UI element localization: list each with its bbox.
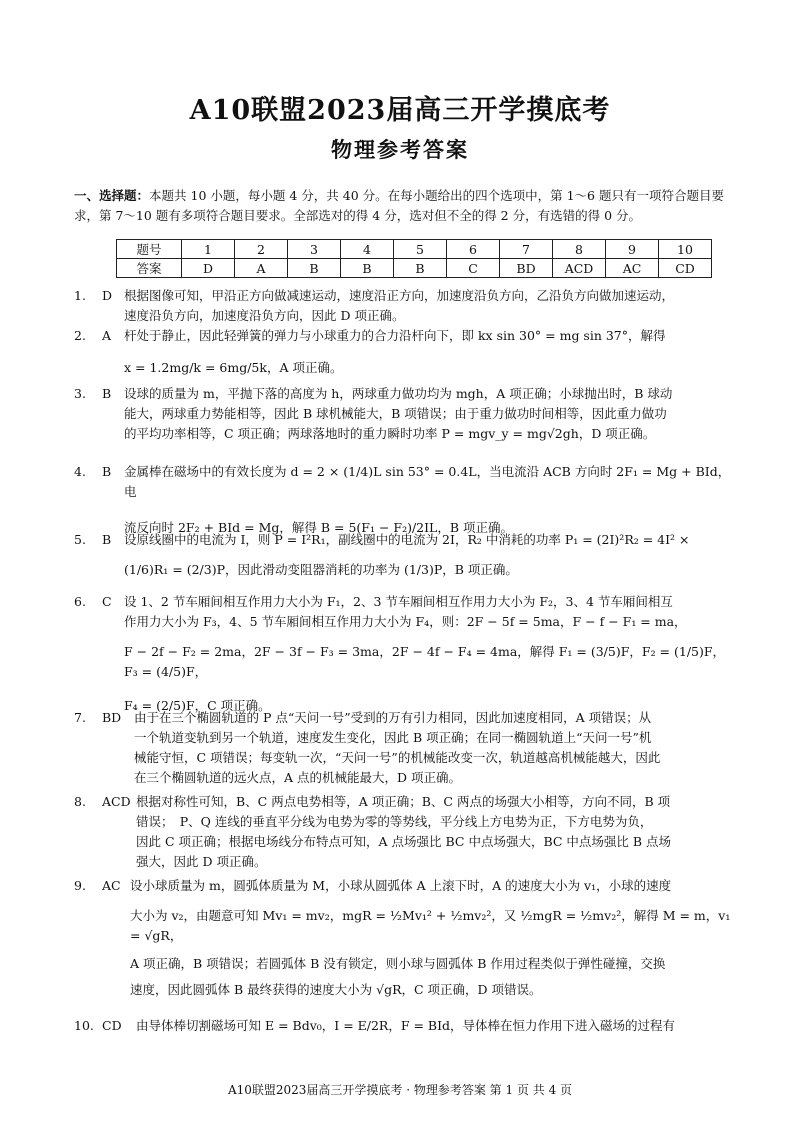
question-number: 4. — [74, 464, 86, 479]
question-1 — [74, 286, 734, 323]
question-number: 1. — [74, 288, 86, 303]
explanation-line: 作用力大小为 F₃，4、5 节车厢间相互作用力大小为 F₄，则：2F − 5f = 5ma，F − f − F₁ = ma， — [124, 614, 687, 629]
explanation-line: 由导体棒切割磁场可知 E = Bdv₀，I = E/2R，F = BId，导体棒在恒力作用下进入磁场的过程有 — [136, 1018, 676, 1033]
table-header-cell: 题号 — [117, 240, 182, 259]
question-answer: D — [102, 288, 113, 303]
table-cell: D — [182, 259, 235, 278]
explanation-line: 设球的质量为 m，平抛下落的高度为 h，两球重力做功均为 mgh，A 项正确；小球抛出时，B 球动 — [124, 386, 673, 401]
explanation-line: 强大，因此 D 项正确。 — [136, 854, 267, 869]
explanation-line: 流反向时 2F₂ + BId = Mg，解得 B = 5(F₁ − F₂)/2IL，B 项正确。 — [124, 520, 514, 535]
page-footer: A10联盟2023届高三开学摸底考 · 物理参考答案 第 1 页 共 4 页 — [227, 1083, 573, 1097]
table-cell: 5 — [394, 240, 447, 259]
table-row-numbers — [117, 240, 712, 259]
table-cell: 7 — [500, 240, 553, 259]
table-cell: B — [394, 259, 447, 278]
explanation-line: 因此 C 项正确；根据电场线分布特点可知，A 点场强比 BC 中点场强大，BC 中点场强比 B 点场 — [136, 834, 672, 849]
question-number: 10. — [74, 1018, 94, 1033]
question-6 — [74, 592, 734, 713]
table-cell: B — [288, 259, 341, 278]
question-5 — [74, 530, 734, 577]
question-8 — [74, 792, 734, 869]
table-cell: 6 — [447, 240, 500, 259]
explanation-line: F₄ = (2/5)F，C 项正确。 — [124, 698, 271, 713]
question-number: 8. — [74, 794, 86, 809]
table-cell: 10 — [659, 240, 712, 259]
explanation-line: 金属棒在磁场中的有效长度为 d = 2 × (1/4)L sin 53° = 0.4L，当电流沿 ACB 方向时 2F₁ = Mg + BId，电 — [124, 464, 731, 499]
question-answer: C — [102, 594, 112, 609]
table-cell: C — [447, 259, 500, 278]
table-cell: A — [235, 259, 288, 278]
section-label: 一、选择题： — [74, 188, 150, 203]
explanation-line: 能大，两球重力势能相等，因此 B 球机械能大，B 项错误；由于重力做功时间相等，因此重力做功 — [124, 406, 667, 421]
explanation-line: 由于在三个椭圆轨道的 P 点“天问一号”受到的万有引力相同，因此加速度相同，A 项错误；从 — [134, 710, 652, 725]
question-answer: BD — [102, 710, 122, 725]
question-number: 9. — [74, 878, 86, 893]
explanation-line: 速度，因此圆弧体 B 最终获得的速度大小为 √gR，C 项正确，D 项错误。 — [130, 982, 542, 997]
explanation-line: 的平均功率相等，C 项正确；两球落地时的重力瞬时功率 P = mgv_y = mg√2gh，D 项正确。 — [124, 426, 656, 441]
table-cell: 3 — [288, 240, 341, 259]
question-answer: CD — [102, 1018, 122, 1033]
question-number: 6. — [74, 594, 86, 609]
question-answer: AC — [102, 878, 121, 893]
explanation-line: A 项正确，B 项错误；若圆弧体 B 没有锁定，则小球与圆弧体 B 作用过程类似于弹性碰撞，交换 — [130, 956, 666, 971]
explanation-line: 速度沿负方向，加速度沿负方向，因此 D 项正确。 — [124, 308, 405, 323]
page-title: A10联盟2023届高三开学摸底考 — [189, 95, 611, 126]
explanation-line: (1/6)R₁ = (2/3)P，因此滑动变阻器消耗的功率为 (1/3)P，B 项正确。 — [124, 562, 518, 577]
section-instructions: 本题共 10 小题，每小题 4 分，共 40 分。在每小题给出的四个选项中，第 1～6 题只有一项符合题目要求，第 7～10 题有多项符合题目要求。全部选对的得 4 分，选对但不全的得 2 分，有选错的得 0 分。 — [74, 188, 724, 223]
table-cell: 2 — [235, 240, 288, 259]
question-number: 5. — [74, 532, 86, 547]
section-intro — [74, 186, 734, 226]
explanation-line: 杆处于静止，因此轻弹簧的弹力与小球重力的合力沿杆向下，即 kx sin 30° = mg sin 37°，解得 — [124, 328, 666, 343]
explanation-line: F − 2f − F₂ = 2ma，2F − 3f − F₃ = 3ma，2F − 4f − F₄ = 4ma，解得 F₁ = (3/5)F，F₂ = (1/5)F，F₃ = (4/5)F， — [124, 644, 726, 679]
question-2 — [74, 326, 734, 375]
explanation-line: 设原线圈中的电流为 I，则 P = I²R₁，副线圈中的电流为 2I，R₂ 中消耗的功率 P₁ = (2I)²R₂ = 4I² × — [124, 532, 690, 547]
table-cell: 1 — [182, 240, 235, 259]
question-number: 7. — [74, 710, 86, 725]
table-cell: CD — [659, 259, 712, 278]
question-answer: ACD — [102, 794, 131, 809]
question-10 — [74, 1016, 734, 1036]
table-cell: AC — [606, 259, 659, 278]
question-answer: B — [102, 386, 112, 401]
question-answer: A — [102, 328, 112, 343]
question-7 — [74, 708, 734, 785]
table-cell: B — [341, 259, 394, 278]
explanation-line: 根据对称性可知，B、C 两点电势相等，A 项正确；B、C 两点的场强大小相等，方向不同，B 项 — [136, 794, 671, 809]
question-3 — [74, 384, 734, 441]
table-row-answers — [117, 259, 712, 278]
explanation-line: 大小为 v₂，由题意可知 Mv₁ = mv₂，mgR = ½Mv₁² + ½mv₂²，又 ½mgR = ½mv₂²，解得 M = m，v₁ = √gR， — [130, 908, 731, 943]
explanation-line: 在三个椭圆轨道的远火点，A 点的机械能最大，D 项正确。 — [134, 770, 461, 785]
question-answer: B — [102, 464, 112, 479]
question-number: 2. — [74, 328, 86, 343]
question-answer: B — [102, 532, 112, 547]
question-number: 3. — [74, 386, 86, 401]
explanation-line: 设小球质量为 m，圆弧体质量为 M，小球从圆弧体 A 上滚下时，A 的速度大小为 v₁，小球的速度 — [130, 878, 672, 893]
explanation-line: 械能守恒，C 项错误；每变轨一次，“天问一号”的机械能改变一次，轨道越高机械能越大，因此 — [134, 750, 661, 765]
explanation-line: 错误； P、Q 连线的垂直平分线为电势为零的等势线，平分线上方电势为正，下方电势为负， — [136, 814, 653, 829]
explanation-line: 设 1、2 节车厢间相互作用力大小为 F₁，2、3 节车厢间相互作用力大小为 F₂，3、4 节车厢间相互 — [124, 594, 673, 609]
answer-table — [116, 239, 712, 278]
table-cell: 9 — [606, 240, 659, 259]
page-subtitle: 物理参考答案 — [331, 137, 469, 162]
question-9 — [74, 876, 734, 997]
explanation-line: 一个轨道变轨到另一个轨道，速度发生变化，因此 B 项正确；在同一椭圆轨道上“天问一号”机 — [134, 730, 652, 745]
table-cell: BD — [500, 259, 553, 278]
table-cell: 4 — [341, 240, 394, 259]
question-4 — [74, 462, 734, 535]
table-cell: 8 — [553, 240, 606, 259]
table-header-cell: 答案 — [117, 259, 182, 278]
table-cell: ACD — [553, 259, 606, 278]
explanation-line: 根据图像可知，甲沿正方向做减速运动，速度沿正方向，加速度沿负方向，乙沿负方向做加速运动， — [124, 288, 675, 303]
explanation-line: x = 1.2mg/k = 6mg/5k，A 项正确。 — [124, 360, 343, 375]
